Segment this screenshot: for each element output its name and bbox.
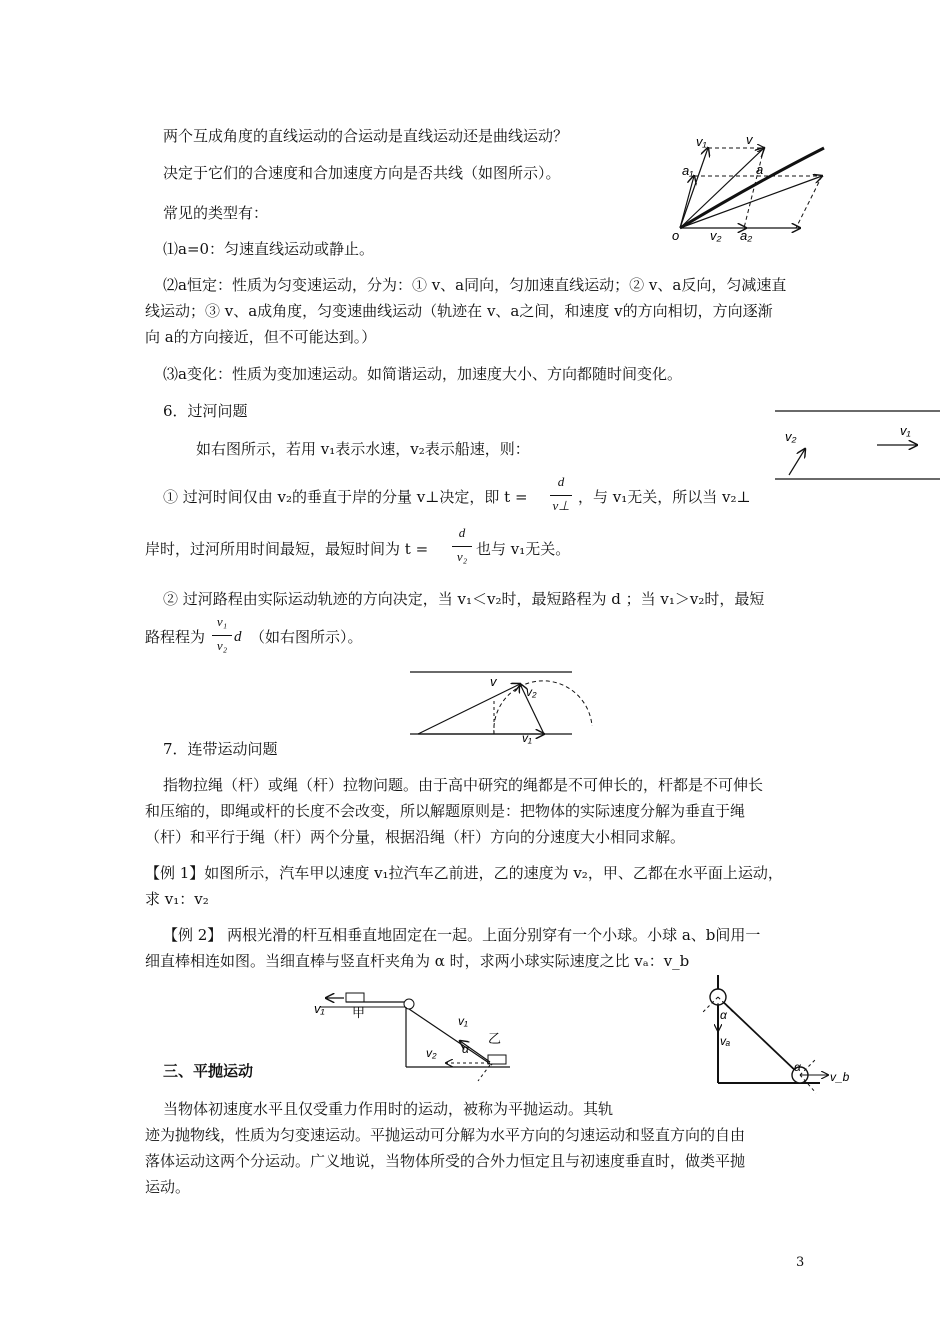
label-v2: v₂ [426,1046,437,1060]
label-alpha: α [462,1042,469,1056]
paragraph-line: 向 a的方向接近，但不可能达到。） [145,328,377,346]
car-yi [488,1055,506,1064]
paragraph-line: ① 过河时间仅由 v₂的垂直于岸的分量 v⊥决定，即 t = [163,488,528,506]
page-number: 3 [796,1255,805,1270]
paragraph-line: ⑶a变化：性质为变加速运动。如简谐运动，加速度大小、方向都随时间变化。 [163,365,682,383]
paragraph-line: 迹为抛物线，性质为匀变速运动。平抛运动可分解为水平方向的匀速运动和竖直方向的自由 [145,1126,746,1144]
paragraph-line: 路程程为 [145,628,206,646]
example-line: 【例 2】 两根光滑的杆互相垂直地固定在一起。上面分别穿有一个小球。小球 a、b间用一 [163,926,761,944]
paragraph-line: （如右图所示）。 [250,628,363,646]
fraction-bar [212,635,232,636]
section-heading: 7．连带运动问题 [163,740,278,758]
paragraph-line: 如右图所示，若用 v₁表示水速，v₂表示船速，则： [196,440,530,458]
dashed-arc [494,681,592,734]
fraction-denominator: v₂ [456,549,468,564]
paragraph-line: 也与 v₁无关。 [476,540,571,558]
fraction-denominator: v₂ [216,638,228,653]
example-line: 【例 1】如图所示，汽车甲以速度 v₁拉汽车乙前进，乙的速度为 v₂，甲、乙都在水平面上运动， [145,864,783,882]
chapter-heading: 三、平抛运动 [163,1062,254,1080]
v-vector [418,684,520,734]
paragraph-line: 决定于它们的合速度和合加速度方向是否共线（如图所示）。 [163,164,561,182]
fraction-numerator: v₁ [216,614,228,629]
a-vector [680,176,822,228]
section-heading: 6．过河问题 [163,402,248,420]
velocity-acceleration-diagram [660,128,840,248]
fraction-d-over-v2 [452,525,472,569]
car-jia [346,993,364,1002]
river-crossing-diagram [775,405,945,485]
perpendicular-rods-diagram [690,975,860,1110]
paragraph-line: ② 过河路程由实际运动轨迹的方向决定，当 v₁＜v₂时，最短路程为 d ；当 v₁＞v₂时，最短 [163,590,765,608]
fraction-numerator: d [557,474,565,489]
paragraph-line: 线运动；③ v、a成角度，匀变速曲线运动（轨迹在 v、a之间，和速度 v的方向相切，方向逐渐 [145,302,773,320]
paragraph-line: ，与 v₁无关，所以当 v₂⊥ [578,488,751,506]
label-v1: v₁ [900,423,911,438]
paragraph-line: 常见的类型有： [163,204,269,222]
paragraph-line: 和压缩的，即绳或杆的长度不会改变，所以解题原则是：把物体的实际速度分解为垂直于绳 [145,802,746,820]
label-a1: a₁ [682,163,694,178]
label-v1: v₁ [522,731,532,745]
label-va: vₐ [720,1034,731,1048]
v2-vector [789,449,805,475]
fraction-v1-over-v2 [212,614,232,658]
label-v1: v₁ [696,134,707,149]
paragraph-line: 当物体初速度水平且仅受重力作用时的运动，被称为平抛运动。其轨 [163,1100,614,1118]
shortest-path-diagram [410,668,610,743]
label-alpha-bottom: α [794,1060,801,1074]
label-vb: v_b [830,1070,850,1084]
label-yi: 乙 [488,1031,502,1046]
example-line: 细直棒相连如图。当细直棒与竖直杆夹角为 α 时，求两小球实际速度之比 vₐ：v_b [145,952,690,970]
v1-vector [680,148,708,228]
paragraph-line: 指物拉绳（杆）或绳（杆）拉物问题。由于高中研究的绳都是不可伸长的，杆都是不可伸长 [163,776,764,794]
label-v2: v₂ [710,228,722,243]
inclined-rope [409,1009,492,1065]
label-jia: 甲 [352,1005,366,1020]
label-v2: v₂ [785,429,797,444]
label-v2: v₂ [526,685,537,699]
label-alpha-top: α [720,1008,727,1022]
fraction-denominator: v⊥ [552,498,570,513]
label-v: v [490,674,497,689]
label-o: o [672,228,680,243]
paragraph-line: ⑵a恒定：性质为匀变速运动，分为：① v、a同向，匀加速直线运动；② v、a反向，匀减速直 [163,276,787,294]
paragraph-line: （杆）和平行于绳（杆）两个分量，根据沿绳（杆）方向的分速度大小相同求解。 [145,828,686,846]
label-v: v [746,132,753,147]
paragraph-line: 落体运动这两个分运动。广义地说，当物体所受的合外力恒定且与初速度垂直时，做类平抛 [145,1152,746,1170]
label-v1: v₁ [458,1014,468,1028]
fraction-d-over-vperp [550,474,572,518]
fraction-bar [550,495,572,496]
paragraph-line: 两个互成角度的直线运动的合运动是直线运动还是曲线运动？ [163,127,569,145]
fraction-bar [452,546,472,547]
paragraph-line: 运动。 [145,1178,191,1196]
label-a2: a₂ [740,228,753,243]
paragraph-line: ⑴a=0：匀速直线运动或静止。 [163,240,375,258]
fraction-numerator: d [458,525,466,540]
label-a: a [756,162,764,177]
rope-car-diagram [300,985,530,1085]
example-line: 求 v₁：v₂ [145,890,209,908]
fraction-tail: d [234,629,242,645]
paragraph-line: 岸时，过河所用时间最短，最短时间为 t = [145,540,429,558]
label-v1-left: v₁ [314,1001,325,1016]
